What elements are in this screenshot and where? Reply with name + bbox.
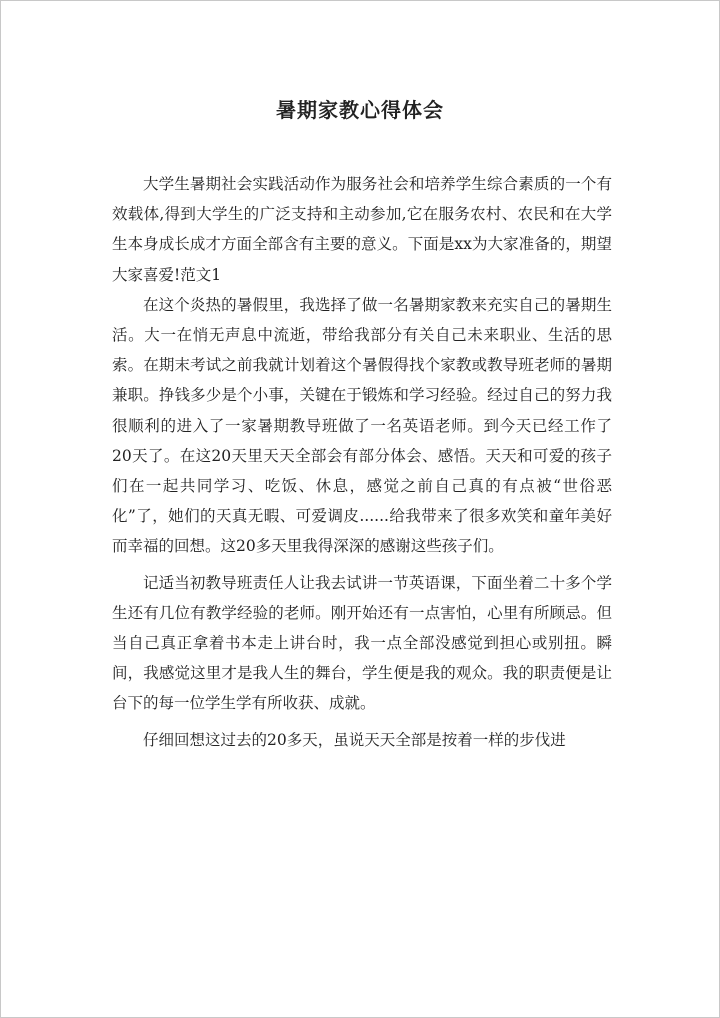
paragraph-reflection: 仔细回想这过去的20多天，虽说天天全部是按着一样的步伐进 [143,730,566,749]
paragraph-trial-lesson: 记适当初教导班责任人让我去试讲一节英语课，下面坐着二十多个学生还有几位有教学经验的老师。刚开始还有一点害怕，心里有所顾忌。但当自己真正拿着书本走上讲台时，我一点全部没感觉到担心或别扭。瞬间，我感觉这里才是我人生的舞台，学生便是我的观众。我的职责便是让台下的每一位学生学有所收获、成就。 [112,573,612,713]
paragraph-intro: 大学生暑期社会实践活动作为服务社会和培养学生综合素质的一个有效载体,得到大学生的广泛支持和主动参加,它在服务农村、农民和在大学生本身成长成才方面全部含有主要的意义。下面是xx为大家准备的，期望大家喜爱!范文1 [112,175,612,284]
document-title: 暑期家教心得体会 [276,98,444,122]
document-body [112,169,612,755]
paragraph-summer-tutor: 在这个炎热的暑假里，我选择了做一名暑期家教来充实自己的暑期生活。大一在悄无声息中流逝，带给我部分有关自己未来职业、生活的思索。在期末考试之前我就计划着这个暑假得找个家教或教导班老师的暑期兼职。挣钱多少是个小事，关键在于锻炼和学习经验。经过自己的努力我很顺利的进入了一家暑期教导班做了一名英语老师。到今天已经工作了20天了。在这20天里天天全部会有部分体会、感悟。天天和可爱的孩子们在一起共同学习、吃饭、休息，感觉之前自己真的有点被“世俗恶化”了，她们的天真无暇、可爱调皮......给我带来了很多欢笑和童年美好而幸福的回想。这20多天里我得深深的感谢这些孩子们。 [112,295,612,556]
